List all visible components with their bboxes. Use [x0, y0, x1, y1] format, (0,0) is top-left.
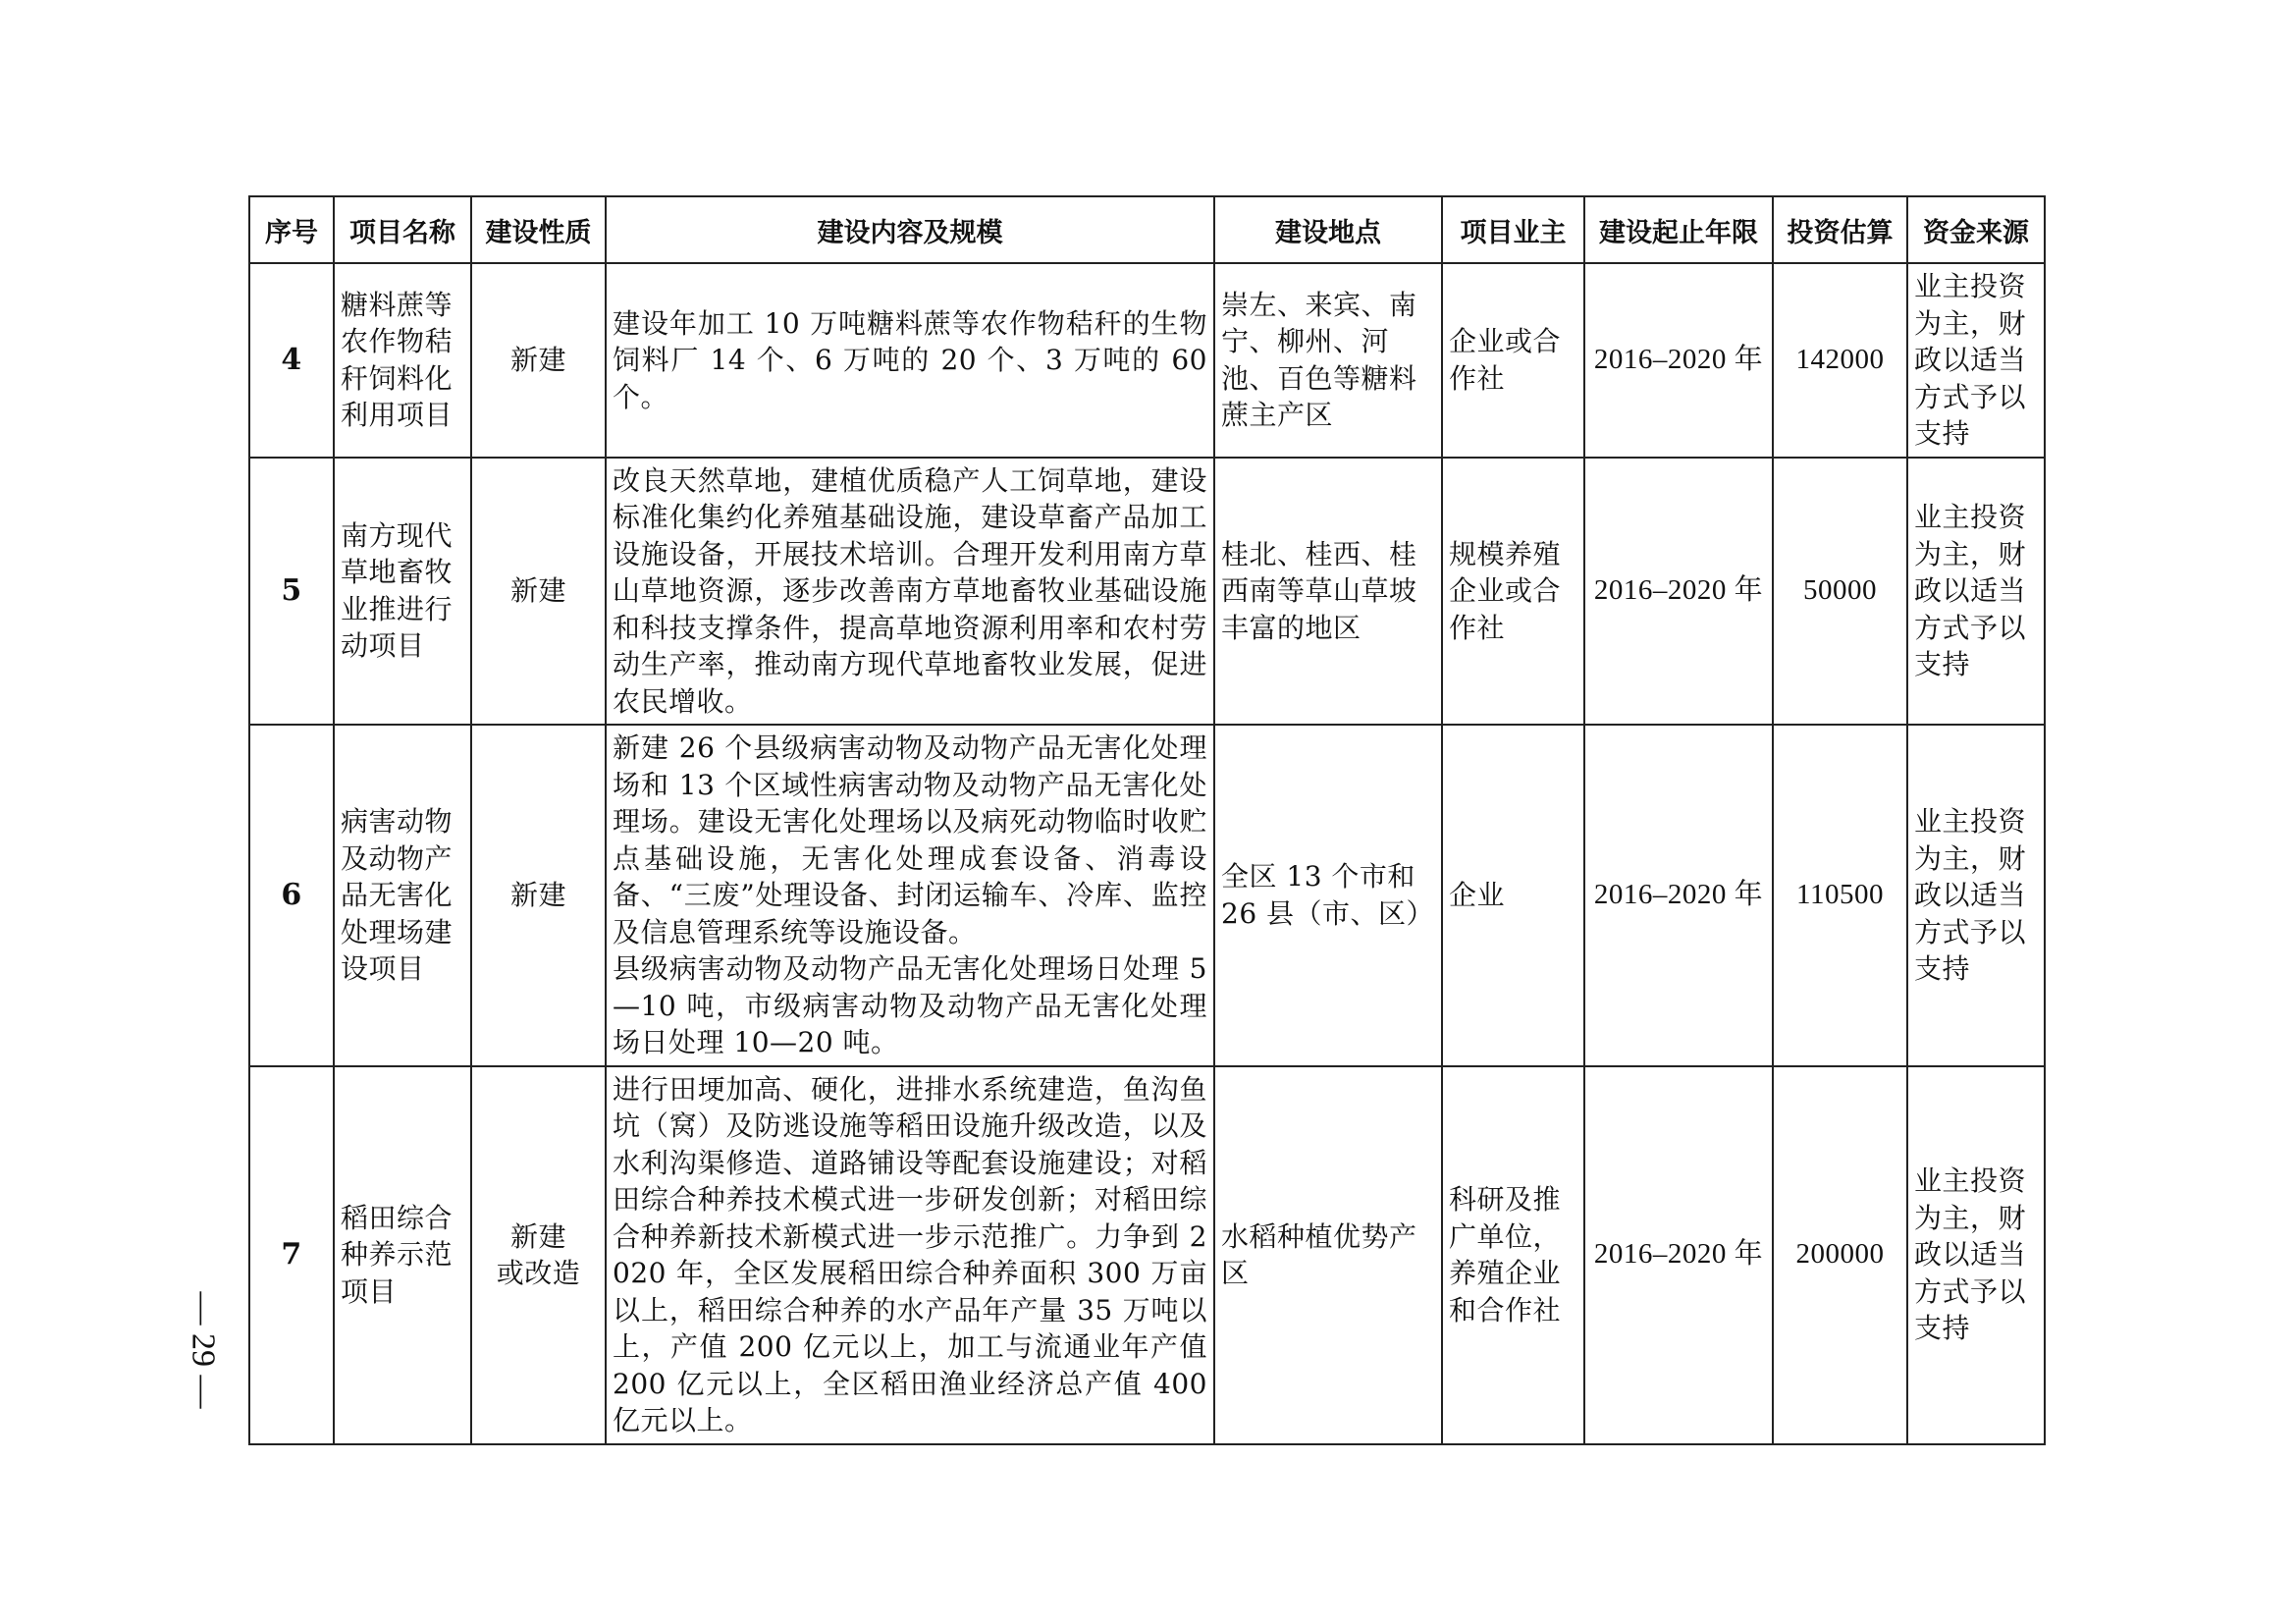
cell-seq: 5: [249, 458, 334, 726]
cell-period: 2016–2020 年: [1584, 458, 1773, 726]
cell-amount: 110500: [1773, 725, 1907, 1066]
cell-funding: 业主投资为主，财政以适当方式予以支持: [1907, 1066, 2045, 1444]
cell-name: 稻田综合种养示范项目: [334, 1066, 471, 1444]
cell-name: 南方现代草地畜牧业推进行动项目: [334, 458, 471, 726]
header-amount: 投资估算: [1773, 196, 1907, 263]
cell-nature: 新建 或改造: [471, 1066, 606, 1444]
cell-name: 病害动物及动物产品无害化处理场建设项目: [334, 725, 471, 1066]
cell-name: 糖料蔗等农作物秸秆饲料化利用项目: [334, 263, 471, 458]
cell-amount: 200000: [1773, 1066, 1907, 1444]
cell-content: 建设年加工 10 万吨糖料蔗等农作物秸秆的生物饲料厂 14 个、6 万吨的 20 个、3 万吨的 60 个。: [606, 263, 1214, 458]
header-nature: 建设性质: [471, 196, 606, 263]
cell-nature: 新建: [471, 458, 606, 726]
cell-nature: 新建: [471, 725, 606, 1066]
cell-location: 崇左、来宾、南宁、柳州、河池、百色等糖料蔗主产区: [1214, 263, 1442, 458]
cell-location: 全区 13 个市和 26 县（市、区）: [1214, 725, 1442, 1066]
cell-content: 进行田埂加高、硬化，进排水系统建造，鱼沟鱼坑（窝）及防逃设施等稻田设施升级改造，以及水利沟渠修造、道路铺设等配套设施建设；对稻田综合种养技术模式进一步研发创新；对稻田综合种养新技术新模式进一步示范推广。力争到 2020 年，全区发展稻田综合种养面积 300 万亩以上，稻田综合种养的水产品年产量 35 万吨以上，产值 200 亿元以上，加工与流通业年产值 200 亿元以上，全区稻田渔业经济总产值 400 亿元以上。: [606, 1066, 1214, 1444]
project-table: [248, 195, 2046, 1445]
header-location: 建设地点: [1214, 196, 1442, 263]
cell-period: 2016–2020 年: [1584, 263, 1773, 458]
cell-period: 2016–2020 年: [1584, 725, 1773, 1066]
cell-owner: 规模养殖企业或合作社: [1442, 458, 1584, 726]
header-name: 项目名称: [334, 196, 471, 263]
cell-location: 桂北、桂西、桂西南等草山草坡丰富的地区: [1214, 458, 1442, 726]
table-header-row: [249, 196, 2045, 263]
cell-seq: 4: [249, 263, 334, 458]
header-period: 建设起止年限: [1584, 196, 1773, 263]
cell-owner: 科研及推广单位，养殖企业和合作社: [1442, 1066, 1584, 1444]
cell-funding: 业主投资为主，财政以适当方式予以支持: [1907, 263, 2045, 458]
cell-amount: 142000: [1773, 263, 1907, 458]
table-row: [249, 263, 2045, 458]
header-seq: 序号: [249, 196, 334, 263]
cell-seq: 7: [249, 1066, 334, 1444]
table-row: [249, 458, 2045, 726]
cell-content: 改良天然草地，建植优质稳产人工饲草地，建设标准化集约化养殖基础设施，建设草畜产品加工设施设备，开展技术培训。合理开发利用南方草山草地资源，逐步改善南方草地畜牧业基础设施和科技支撑条件，提高草地资源利用率和农村劳动生产率，推动南方现代草地畜牧业发展，促进农民增收。: [606, 458, 1214, 726]
header-content: 建设内容及规模: [606, 196, 1214, 263]
table-row: [249, 1066, 2045, 1444]
cell-seq: 6: [249, 725, 334, 1066]
cell-location: 水稻种植优势产区: [1214, 1066, 1442, 1444]
cell-nature: 新建: [471, 263, 606, 458]
header-funding: 资金来源: [1907, 196, 2045, 263]
table-row: [249, 725, 2045, 1066]
cell-owner: 企业: [1442, 725, 1584, 1066]
cell-amount: 50000: [1773, 458, 1907, 726]
page-number-text: — 29 —: [185, 1291, 221, 1409]
cell-content: 新建 26 个县级病害动物及动物产品无害化处理场和 13 个区域性病害动物及动物产品无害化处理场。建设无害化处理场以及病死动物临时收贮点基础设施，无害化处理成套设备、消毒设备、“三废”处理设备、封闭运输车、冷库、监控及信息管理系统等设施设备。 县级病害动物及动物产品无害化处理场日处理 5—10 吨，市级病害动物及动物产品无害化处理场日处理 10—20 吨。: [606, 725, 1214, 1066]
page-number: [183, 1267, 222, 1434]
cell-owner: 企业或合作社: [1442, 263, 1584, 458]
cell-funding: 业主投资为主，财政以适当方式予以支持: [1907, 458, 2045, 726]
cell-funding: 业主投资为主，财政以适当方式予以支持: [1907, 725, 2045, 1066]
header-owner: 项目业主: [1442, 196, 1584, 263]
cell-period: 2016–2020 年: [1584, 1066, 1773, 1444]
